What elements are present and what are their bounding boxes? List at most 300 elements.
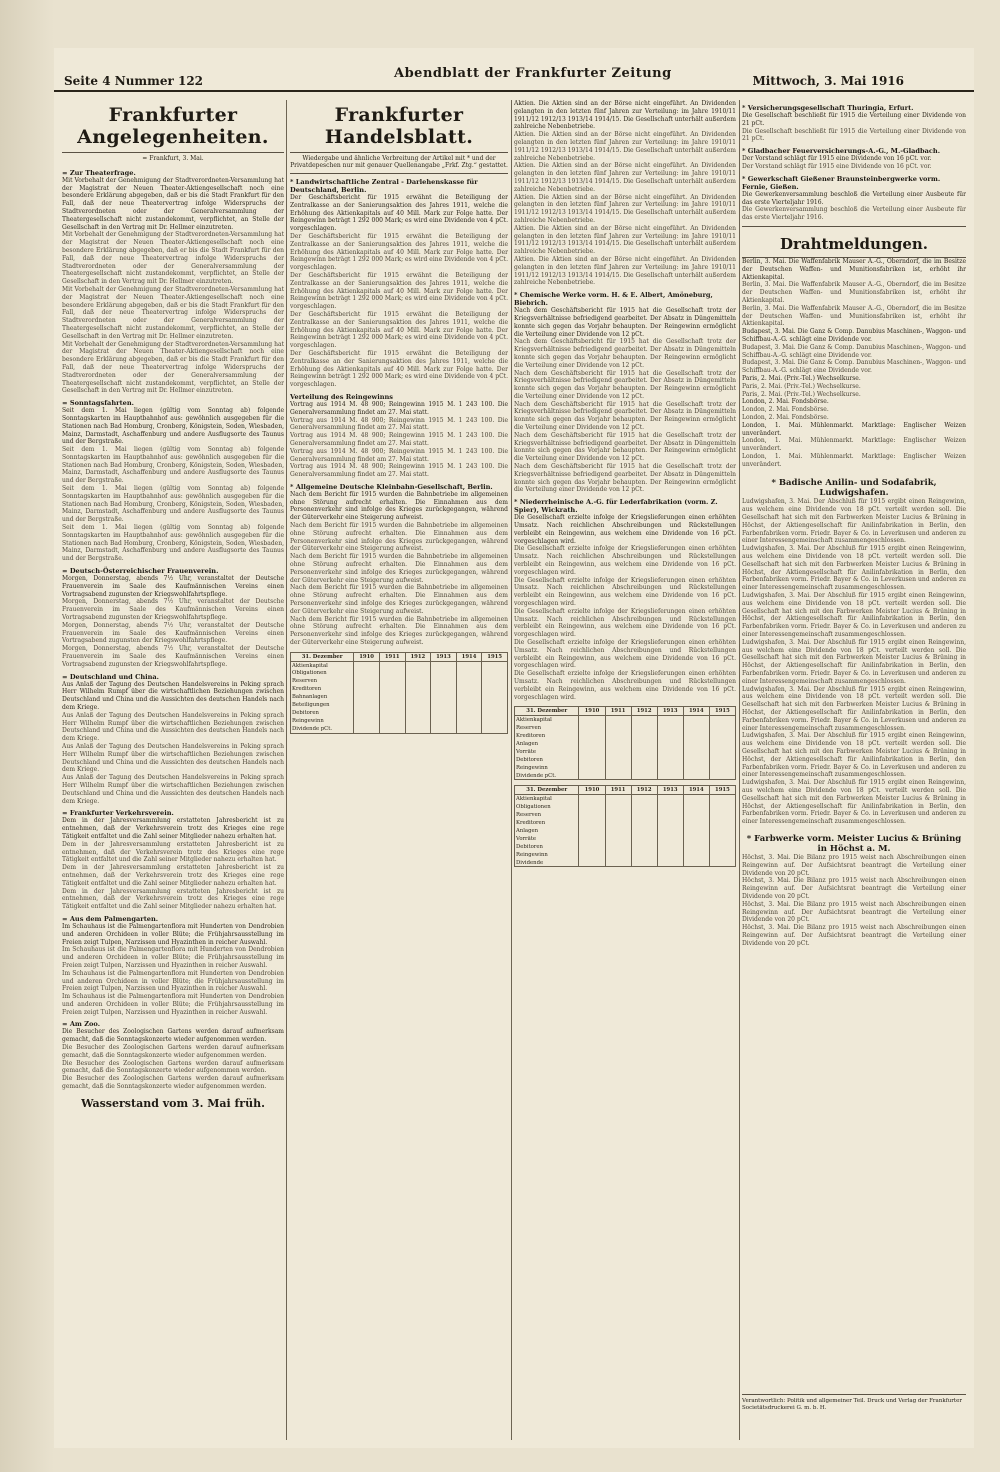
table-cell [631, 803, 657, 811]
item-body-continued: Morgen, Donnerstag, abends 7½ Uhr, veranstaltet der Deutsche Frauenverein im Saale des Kaufmännischen Vereins einen Vortragsabend zugunsten der Kriegswohlfahrtspflege. [62, 598, 284, 622]
table-header: 1913 [657, 707, 683, 716]
table-header: 1911 [379, 652, 405, 661]
item-body-continued: Der Geschäftsbericht für 1915 erwähnt die Beteiligung der Zentralkasse an der Sanierungsaktion des Jahres 1911, welche die Erhöhung des Aktienkapitals auf 40 Mill. Mark zur Folge hatte. Der Reingewinn beträgt 1 292 000 Mark; es wird eine Dividende von 4 pCt. vorgeschlagen. [290, 349, 508, 389]
table-header: 1911 [605, 786, 631, 795]
article-body-continued: Ludwigshafen, 3. Mai. Der Abschluß für 1915 ergibt einen Reingewinn, aus welchem eine Dividende von 18 pCt. verteilt werden soll. Die Gesellschaft hat sich mit den Farbwerken Meister Lucius & Brüning in Höchst, der Aktiengesellschaft für Anilinfabrikation in Berlin, den Farbenfabriken vorm. Friedr. Bayer & Co. in Leverkusen und anderen zu einer Interessengemeinschaft zusammengeschlossen. [742, 732, 966, 779]
table-cell [683, 748, 709, 756]
table-cell [354, 693, 380, 701]
table-cell [354, 677, 380, 685]
table-cell [405, 669, 431, 677]
table-cell [579, 843, 605, 851]
table-cell: Kreditoren [515, 732, 579, 740]
item-body-continued: Morgen, Donnerstag, abends 7½ Uhr, veranstaltet der Deutsche Frauenverein im Saale des Kaufmännischen Vereins einen Vortragsabend zugunsten der Kriegswohlfahrtspflege. [62, 645, 284, 668]
table-cell [605, 811, 631, 819]
item-body-continued: Dem in der Jahresversammlung erstatteten Jahresbericht ist zu entnehmen, daß der Verkehrsverein trotz des Krieges eine rege Tätigkeit entfaltet und die Zahl seiner Mitglieder nahezu erhalten hat. [62, 864, 284, 887]
table-cell [683, 859, 709, 867]
table-cell [605, 756, 631, 764]
local-news-items [62, 169, 284, 1091]
table-cell [683, 827, 709, 835]
table-cell [579, 819, 605, 827]
article-body-continued: Höchst, 3. Mai. Die Bilanz pro 1915 weist nach Abschreibungen einen Reingewinn auf. Der Aufsichtsrat beantragt die Verteilung einer Dividende von 20 pCt. [742, 924, 966, 947]
table-cell [605, 716, 631, 724]
table-cell [657, 851, 683, 859]
table-cell [431, 693, 457, 701]
table-cell: Beteiligungen [291, 701, 354, 709]
table-cell: Dividende [515, 859, 579, 867]
table-cell [482, 725, 508, 733]
table-cell [431, 709, 457, 717]
newspaper-page [54, 48, 974, 1448]
table-header: 31. Dezember [515, 786, 579, 795]
item-body-continued: Nach dem Geschäftsbericht für 1915 hat die Gesellschaft trotz der Kriegsverhältnisse befriedigend gearbeitet. Der Absatz in Düngemitteln konnte sich gegen das Vorjahr behaupten. Der Reingewinn ermöglicht die Verteilung einer Dividende von 12 pCt. [514, 369, 736, 400]
item-body-continued: Der Geschäftsbericht für 1915 erwähnt die Beteiligung der Zentralkasse an der Sanierungsaktion des Jahres 1911, welche die Erhöhung des Aktienkapitals auf 40 Mill. Mark zur Folge hatte. Der Reingewinn beträgt 1 292 000 Mark; es wird eine Dividende von 4 pCt. vorgeschlagen. [290, 232, 508, 272]
table-cell [482, 717, 508, 725]
page-edge [0, 0, 54, 1472]
item-title: = Deutsch-Österreichischer Frauenverein. [62, 567, 219, 576]
table-cell [456, 677, 482, 685]
table-cell: Reingewinn [515, 764, 579, 772]
table-cell: Reingewinn [291, 717, 354, 725]
item-title: * Versicherungsgesellschaft Thuringia, Erfurt. [742, 104, 914, 112]
table-row [515, 803, 736, 811]
table-cell [456, 661, 482, 669]
item-title: * Chemische Werke vorm. H. & E. Albert, Amöneburg, Biebrich. [514, 291, 713, 308]
item-body: Die Gesellschaft erzielte infolge der Kriegslieferungen einen erhöhten Umsatz. Nach reichlichen Abschreibungen und Rückstellungen verbleibt ein Reingewinn, aus welchem eine Dividende von 16 pCt. vorgeschlagen wird. [514, 514, 736, 545]
table-cell [431, 669, 457, 677]
item-title: * Gladbacher Feuerversicherungs-A.-G., M.-Gladbach. [742, 147, 941, 156]
table-cell: Kreditoren [515, 819, 579, 827]
item-body-continued: Der Geschäftsbericht für 1915 erwähnt die Beteiligung der Zentralkasse an der Sanierungsaktion des Jahres 1911, welche die Erhöhung des Aktienkapitals auf 40 Mill. Mark zur Folge hatte. Der Reingewinn beträgt 1 292 000 Mark; es wird eine Dividende von 4 pCt. vorgeschlagen. [290, 310, 508, 350]
table-cell [354, 685, 380, 693]
table-cell [354, 717, 380, 725]
balance-table [514, 706, 736, 780]
item-body-continued: Dem in der Jahresversammlung erstatteten Jahresbericht ist zu entnehmen, daß der Verkehrsverein trotz des Krieges eine rege Tätigkeit entfaltet und die Zahl seiner Mitglieder nahezu erhalten hat. [62, 840, 284, 864]
item-body-continued: Nach dem Geschäftsbericht für 1915 hat die Gesellschaft trotz der Kriegsverhältnisse befriedigend gearbeitet. Der Absatz in Düngemitteln konnte sich gegen das Vorjahr behaupten. Der Reingewinn ermöglicht die Verteilung einer Dividende von 12 pCt. [514, 338, 736, 369]
item-body-continued: Die Gewerkenversammlung beschloß die Verteilung einer Ausbeute für das erste Vierteljahr 1916. [742, 206, 966, 222]
item-body-continued: Budapest, 3. Mai. Die Ganz & Comp. Danubius Maschinen-, Waggon- und Schiffbau-A.-G. schlägt eine Dividende vor. [742, 359, 966, 375]
item-title: = Deutschland und China. [62, 672, 159, 681]
table-cell [631, 756, 657, 764]
table-cell: Anlagen [515, 740, 579, 748]
table-header: 1912 [631, 707, 657, 716]
table-cell [579, 795, 605, 803]
table-cell [709, 748, 735, 756]
column-commerce [290, 100, 508, 1440]
table-cell [605, 843, 631, 851]
table-row [291, 693, 508, 701]
article-body: Höchst, 3. Mai. Die Bilanz pro 1915 weist nach Abschreibungen einen Reingewinn auf. Der Aufsichtsrat beantragt die Verteilung einer Dividende von 20 pCt. [742, 853, 966, 877]
item-body-continued: Mit Vorbehalt der Genehmigung der Stadtverordneten-Versammlung hat der Magistrat der Neuen Theater-Aktiengesellschaft noch eine besondere Erklärung abgegeben, daß er bis die Stadt Frankfurt für den Fall, daß der neue Theatervertrag infolge Widerspruchs der Stadtverordneten oder der Generalversammlung der Theatergesellschaft nicht zustandekommt, verpflichtet, an Stelle der Gesellschaft in den Vertrag mit Dr. Hellmer einzutreten. [62, 340, 284, 395]
item-body-continued: Vortrag aus 1914 M. 48 900; Reingewinn 1915 M. 1 243 100. Die Generalversammlung findet am 27. Mai statt. [290, 447, 508, 463]
table-cell [605, 859, 631, 867]
item-body-continued: Morgen, Donnerstag, abends 7½ Uhr, veranstaltet der Deutsche Frauenverein im Saale des Kaufmännischen Vereins einen Vortragsabend zugunsten der Kriegswohlfahrtspflege. [62, 621, 284, 645]
table-row [515, 764, 736, 772]
table-cell [631, 795, 657, 803]
item-title: * Niederrheinische A.-G. für Lederfabrikation (vorm. Z. Spier), Wickrath. [514, 498, 718, 515]
item-body: Budapest, 3. Mai. Die Ganz & Comp. Danubius Maschinen-, Waggon- und Schiffbau-A.-G. schlägt eine Dividende vor. [742, 328, 966, 343]
table-header: 1913 [431, 652, 457, 661]
table-header: 1912 [405, 652, 431, 661]
table-cell [709, 827, 735, 835]
table-row [515, 740, 736, 748]
column-wires [742, 100, 966, 1440]
page-header [54, 62, 974, 92]
item-body-continued: Aktien. Die Aktien sind an der Börse nicht eingeführt. An Dividenden gelangten in den letzten fünf Jahren zur Verteilung: im Jahre 1910/11 1911/12 1912/13 1913/14 1914/15. Die Gesellschaft unterhält außerdem zahlreiche Nebenbetriebe. [514, 131, 736, 162]
article-body-continued: Ludwigshafen, 3. Mai. Der Abschluß für 1915 ergibt einen Reingewinn, aus welchem eine Dividende von 18 pCt. verteilt werden soll. Die Gesellschaft hat sich mit den Farbwerken Meister Lucius & Brüning in Höchst, der Aktiengesellschaft für Anilinfabrikation in Berlin, den Farbenfabriken vorm. Friedr. Bayer & Co. in Leverkusen und anderen zu einer Interessengemeinschaft zusammengeschlossen. [742, 592, 966, 639]
item-body-continued: Vortrag aus 1914 M. 48 900; Reingewinn 1915 M. 1 243 100. Die Generalversammlung findet am 27. Mai statt. [290, 416, 508, 432]
item-body: Im Schauhaus ist die Palmengartenflora mit Hunderten von Dendrobien und anderen Orchideen in voller Blüte; die Frühjahrsausstellung im Freien zeigt Tulpen, Narzissen und Hyazinthen in reicher Auswahl. [62, 922, 284, 946]
table-header: 31. Dezember [291, 652, 354, 661]
table-cell: Aktienkapital [515, 716, 579, 724]
item-body-continued: Nach dem Geschäftsbericht für 1915 hat die Gesellschaft trotz der Kriegsverhältnisse befriedigend gearbeitet. Der Absatz in Düngemitteln konnte sich gegen das Vorjahr behaupten. Der Reingewinn ermöglicht die Verteilung einer Dividende von 12 pCt. [514, 431, 736, 463]
table-cell [456, 725, 482, 733]
table-cell [683, 740, 709, 748]
dateline: = Frankfurt, 3. Mai. [142, 155, 204, 162]
table-row [515, 756, 736, 764]
table-row [291, 717, 508, 725]
table-row [515, 859, 736, 867]
table-cell [657, 819, 683, 827]
table-cell [579, 803, 605, 811]
table-header: 1910 [579, 707, 605, 716]
table-cell [405, 693, 431, 701]
table-row [515, 724, 736, 732]
item-body-continued: Die Gesellschaft erzielte infolge der Kriegslieferungen einen erhöhten Umsatz. Nach reichlichen Abschreibungen und Rückstellungen verbleibt ein Reingewinn, aus welchem eine Dividende von 16 pCt. vorgeschlagen wird. [514, 670, 736, 701]
article-body: Ludwigshafen, 3. Mai. Der Abschluß für 1915 ergibt einen Reingewinn, aus welchem eine Dividende von 18 pCt. verteilt werden soll. Die Gesellschaft hat sich mit den Farbwerken Meister Lucius & Brüning in Höchst, der Aktiengesellschaft für Anilinfabrikation in Berlin, den Farbenfabriken vorm. Friedr. Bayer & Co. in Leverkusen und anderen zu einer Interessengemeinschaft zusammengeschlossen. [742, 498, 966, 545]
table-cell [631, 764, 657, 772]
column-rule [286, 100, 287, 1440]
item-body-continued: Budapest, 3. Mai. Die Ganz & Comp. Danubius Maschinen-, Waggon- und Schiffbau-A.-G. schlägt eine Dividende vor. [742, 343, 966, 359]
table-row [515, 819, 736, 827]
table-cell [379, 693, 405, 701]
article-body-continued: Höchst, 3. Mai. Die Bilanz pro 1915 weist nach Abschreibungen einen Reingewinn auf. Der Aufsichtsrat beantragt die Verteilung einer Dividende von 20 pCt. [742, 877, 966, 900]
balance-sheet-table [290, 652, 508, 734]
item-body-continued: Nach dem Bericht für 1915 wurden die Bahnbetriebe im allgemeinen ohne Störung aufrecht erhalten. Die Einnahmen aus dem Personenverkehr sind infolge des Krieges zurückgegangen, während der Güterverkehr eine Steigerung aufweist. [290, 553, 508, 584]
table-cell: Vorräte [515, 748, 579, 756]
item-body-continued: London, 1. Mai. Mühlenmarkt. Marktlage: Englischer Weizen unverändert. [742, 437, 966, 453]
table-cell [405, 709, 431, 717]
table-cell [605, 732, 631, 740]
item-body-continued: Seit dem 1. Mai liegen (gültig vom Sonntag ab) folgende Sonntagskarten im Hauptbahnhof aus: gewöhnlich ausgegeben für die Stationen nach Bad Homburg, Cronberg, Königstein, Soden, Wiesbaden, Mainz, Darmstadt, Aschaffenburg und andere Ausflugsorte des Taunus und der Bergstraße. [62, 524, 284, 563]
item-body: Paris, 2. Mai. (Priv.-Tel.) Wechselkurse. [742, 374, 861, 382]
table-cell [579, 811, 605, 819]
table-cell [579, 851, 605, 859]
item-body-continued: Dem in der Jahresversammlung erstatteten Jahresbericht ist zu entnehmen, daß der Verkehrsverein trotz des Krieges eine rege Tätigkeit entfaltet und die Zahl seiner Mitglieder nahezu erhalten hat. [62, 887, 284, 911]
table-header: 31. Dezember [515, 707, 579, 716]
table-cell [482, 701, 508, 709]
water-level-title: Wasserstand vom 3. Mai früh. [81, 1096, 265, 1110]
table-cell [605, 740, 631, 748]
item-body: Aktien. Die Aktien sind an der Börse nicht eingeführt. An Dividenden gelangten in den letzten fünf Jahren zur Verteilung: im Jahre 1910/11 1911/12 1912/13 1913/14 1914/15. Die Gesellschaft unterhält außerdem zahlreiche Nebenbetriebe. [514, 100, 736, 131]
table-cell [579, 764, 605, 772]
item-body-continued: Aktien. Die Aktien sind an der Börse nicht eingeführt. An Dividenden gelangten in den letzten fünf Jahren zur Verteilung: im Jahre 1910/11 1911/12 1912/13 1913/14 1914/15. Die Gesellschaft unterhält außerdem zahlreiche Nebenbetriebe. [514, 224, 736, 256]
table-cell [482, 677, 508, 685]
table-cell [709, 764, 735, 772]
table-cell [354, 725, 380, 733]
item-body-continued: Aktien. Die Aktien sind an der Börse nicht eingeführt. An Dividenden gelangten in den letzten fünf Jahren zur Verteilung: im Jahre 1910/11 1911/12 1912/13 1913/14 1914/15. Die Gesellschaft unterhält außerdem zahlreiche Nebenbetriebe. [514, 193, 736, 224]
table-cell [431, 717, 457, 725]
table-cell [405, 677, 431, 685]
table-cell [631, 724, 657, 732]
table-cell [657, 756, 683, 764]
table-cell: Aktienkapital [291, 661, 354, 669]
table-cell [482, 661, 508, 669]
item-body-continued: Die Gesellschaft beschließt für 1915 die Verteilung einer Dividende von 21 pCt. [742, 127, 966, 143]
table-cell [709, 716, 735, 724]
table-cell [709, 740, 735, 748]
table-cell [379, 709, 405, 717]
balance-table [290, 652, 508, 734]
item-body-continued: Aus Anlaß der Tagung des Deutschen Handelsvereins in Peking sprach Herr Wilhelm Rumpf über die wirtschaftlichen Beziehungen zwischen Deutschland und China und die Aussichten des deutschen Handels nach dem Kriege. [62, 711, 284, 743]
table-header: 1915 [482, 652, 508, 661]
table-cell: Reingewinn [515, 851, 579, 859]
table-cell [657, 772, 683, 780]
article-body-continued: Ludwigshafen, 3. Mai. Der Abschluß für 1915 ergibt einen Reingewinn, aus welchem eine Dividende von 18 pCt. verteilt werden soll. Die Gesellschaft hat sich mit den Farbwerken Meister Lucius & Brüning in Höchst, der Aktiengesellschaft für Anilinfabrikation in Berlin, den Farbenfabriken vorm. Friedr. Bayer & Co. in Leverkusen und anderen zu einer Interessengemeinschaft zusammengeschlossen. [742, 545, 966, 592]
table-cell [431, 725, 457, 733]
table-cell [482, 669, 508, 677]
table-header: 1910 [354, 652, 380, 661]
table-cell [579, 827, 605, 835]
table-cell [605, 724, 631, 732]
item-body-continued: Mit Vorbehalt der Genehmigung der Stadtverordneten-Versammlung hat der Magistrat der Neuen Theater-Aktiengesellschaft noch eine besondere Erklärung abgegeben, daß er bis die Stadt Frankfurt für den Fall, daß der neue Theatervertrag infolge Widerspruchs der Stadtverordneten oder der Generalversammlung der Theatergesellschaft nicht zustandekommt, verpflichtet, an Stelle der Gesellschaft in den Vertrag mit Dr. Hellmer einzutreten. [62, 231, 284, 286]
table-cell [657, 803, 683, 811]
table-row [515, 748, 736, 756]
table-cell [657, 716, 683, 724]
item-body: Berlin, 3. Mai. Die Waffenfabrik Mauser A.-G., Oberndorf, die im Besitze der Deutschen Waffen- und Munitionsfabriken ist, erhöht ihr Aktienkapital. [742, 257, 966, 281]
table-cell [683, 795, 709, 803]
table-row [515, 835, 736, 843]
table-cell [354, 661, 380, 669]
column-companies [514, 100, 736, 1440]
item-body: Vortrag aus 1914 M. 48 900; Reingewinn 1915 M. 1 243 100. Die Generalversammlung findet am 27. Mai statt. [290, 400, 508, 416]
item-body-continued: Seit dem 1. Mai liegen (gültig vom Sonntag ab) folgende Sonntagskarten im Hauptbahnhof aus: gewöhnlich ausgegeben für die Stationen nach Bad Homburg, Cronberg, Königstein, Soden, Wiesbaden, Mainz, Darmstadt, Aschaffenburg und andere Ausflugsorte des Taunus und der Bergstraße. [62, 446, 284, 485]
table-cell [631, 835, 657, 843]
table-cell [657, 724, 683, 732]
issue-date: Mittwoch, 3. Mai 1916 [752, 74, 904, 88]
table-cell [379, 677, 405, 685]
table-cell [683, 843, 709, 851]
item-body-continued: London, 1. Mai. Mühlenmarkt. Marktlage: Englischer Weizen unverändert. [742, 452, 966, 468]
balance-table [514, 785, 736, 867]
table-row [291, 685, 508, 693]
newspaper-title: Abendblatt der Frankfurter Zeitung [394, 66, 672, 81]
table-cell [579, 859, 605, 867]
table-cell [683, 716, 709, 724]
table-cell [579, 732, 605, 740]
table-cell [657, 843, 683, 851]
item-title: = Am Zoo. [62, 1020, 100, 1029]
item-body-continued: Aktien. Die Aktien sind an der Börse nicht eingeführt. An Dividenden gelangten in den letzten fünf Jahren zur Verteilung: im Jahre 1910/11 1911/12 1912/13 1913/14 1914/15. Die Gesellschaft unterhält außerdem zahlreiche Nebenbetriebe. [514, 162, 736, 193]
table-cell: Debitoren [291, 709, 354, 717]
item-body-continued: Paris, 2. Mai. (Priv.-Tel.) Wechselkurse. [742, 382, 861, 390]
table-cell [657, 811, 683, 819]
table-cell [709, 819, 735, 827]
table-row [515, 811, 736, 819]
table-cell [579, 724, 605, 732]
table-header: 1912 [631, 786, 657, 795]
section-title-local: Frankfurter Angelegenheiten. [62, 100, 284, 153]
table-cell [579, 716, 605, 724]
table-cell [683, 732, 709, 740]
table-header: 1914 [683, 707, 709, 716]
table-cell: Aktienkapital [515, 795, 579, 803]
table-cell [683, 835, 709, 843]
article-title: * Badische Anilin- und Sodafabrik, Ludwigshafen. [771, 478, 937, 499]
table-row [291, 725, 508, 733]
item-body-continued: Berlin, 3. Mai. Die Waffenfabrik Mauser A.-G., Oberndorf, die im Besitze der Deutschen Waffen- und Munitionsfabriken ist, erhöht ihr Aktienkapital. [742, 304, 966, 328]
table-cell [431, 685, 457, 693]
table-cell [579, 756, 605, 764]
table-cell [631, 732, 657, 740]
item-title: * Landwirtschaftliche Zentral - Darlehenskasse für Deutschland, Berlin. [290, 178, 478, 194]
table-cell [456, 693, 482, 701]
table-row [515, 772, 736, 780]
item-body-continued: Nach dem Bericht für 1915 wurden die Bahnbetriebe im allgemeinen ohne Störung aufrecht erhalten. Die Einnahmen aus dem Personenverkehr sind infolge des Krieges zurückgegangen, während der Güterverkehr eine Steigerung aufweist. [290, 615, 508, 647]
item-body-continued: Seit dem 1. Mai liegen (gültig vom Sonntag ab) folgende Sonntagskarten im Hauptbahnhof aus: gewöhnlich ausgegeben für die Stationen nach Bad Homburg, Cronberg, Königstein, Soden, Wiesbaden, Mainz, Darmstadt, Aschaffenburg und andere Ausflugsorte des Taunus und der Bergstraße. [62, 485, 284, 524]
table-cell [605, 795, 631, 803]
table-header: 1914 [456, 652, 482, 661]
item-body-continued: Die Gesellschaft erzielte infolge der Kriegslieferungen einen erhöhten Umsatz. Nach reichlichen Abschreibungen und Rückstellungen verbleibt ein Reingewinn, aus welchem eine Dividende von 16 pCt. vorgeschlagen wird. [514, 639, 736, 670]
table-cell [709, 756, 735, 764]
table-cell [405, 717, 431, 725]
table-cell [631, 811, 657, 819]
item-body-continued: Aus Anlaß der Tagung des Deutschen Handelsvereins in Peking sprach Herr Wilhelm Rumpf über die wirtschaftlichen Beziehungen zwischen Deutschland und China und die Aussichten des deutschen Handels nach dem Kriege. [62, 742, 284, 774]
table-cell [405, 701, 431, 709]
table-cell: Vorräte [515, 835, 579, 843]
table-cell [431, 661, 457, 669]
table-cell [605, 748, 631, 756]
table-cell [579, 748, 605, 756]
item-body-continued: London, 2. Mai. Fondsbörse. [742, 413, 829, 421]
table-cell: Obligationen [515, 803, 579, 811]
table-cell [605, 835, 631, 843]
item-title: * Gewerkschaft Gießener Braunsteinbergwerke vorm. Fernie, Gießen. [742, 174, 941, 191]
table-cell [379, 717, 405, 725]
company-items [514, 100, 736, 701]
section-title-wires: Drahtmeldungen. [742, 226, 966, 258]
table-cell [631, 748, 657, 756]
item-title: = Aus dem Palmengarten. [62, 914, 159, 923]
table-cell [631, 827, 657, 835]
article-body-continued: Ludwigshafen, 3. Mai. Der Abschluß für 1915 ergibt einen Reingewinn, aus welchem eine Dividende von 18 pCt. verteilt werden soll. Die Gesellschaft hat sich mit den Farbwerken Meister Lucius & Brüning in Höchst, der Aktiengesellschaft für Anilinfabrikation in Berlin, den Farbenfabriken vorm. Friedr. Bayer & Co. in Leverkusen und anderen zu einer Interessengemeinschaft zusammengeschlossen. [742, 685, 966, 732]
table-cell: Dividende pCt. [515, 772, 579, 780]
table-cell [631, 740, 657, 748]
table-cell [657, 748, 683, 756]
table-cell [657, 827, 683, 835]
table-header: 1915 [709, 786, 735, 795]
item-title: Verteilung des Reingewinns [290, 392, 393, 401]
table-cell [709, 811, 735, 819]
table-cell [709, 732, 735, 740]
table-cell [709, 859, 735, 867]
table-cell [709, 843, 735, 851]
item-title: = Sonntagsfahrten. [62, 399, 134, 408]
table-cell [657, 740, 683, 748]
table-cell [709, 795, 735, 803]
item-body: Aus Anlaß der Tagung des Deutschen Handelsvereins in Peking sprach Herr Wilhelm Rumpf über die wirtschaftlichen Beziehungen zwischen Deutschland und China und die Aussichten des deutschen Handels nach dem Kriege. [62, 680, 284, 711]
table-header: 1910 [579, 786, 605, 795]
imprint: Verantwortlich: Politik und allgemeiner Teil. Druck und Verlag der Frankfurter Societätsdruckerei G. m. b. H. [742, 1394, 966, 1412]
table-cell [354, 669, 380, 677]
table-cell: Reserven [515, 811, 579, 819]
insurance-items [742, 104, 966, 222]
table-header: 1913 [657, 786, 683, 795]
table-cell [683, 851, 709, 859]
item-title: * Allgemeine Deutsche Kleinbahn-Gesellschaft, Berlin. [290, 482, 493, 491]
table-cell [354, 701, 380, 709]
item-body: Der Geschäftsbericht für 1915 erwähnt die Beteiligung der Zentralkasse an der Sanierungsaktion des Jahres 1911, welche die Erhöhung des Aktienkapitals auf 40 Mill. Mark zur Folge hatte. Der Reingewinn beträgt 1 292 000 Mark; es wird eine Dividende von 4 pCt. vorgeschlagen. [290, 194, 508, 233]
table-cell [354, 709, 380, 717]
balance-sheet-table [514, 785, 736, 867]
item-body-continued: Vortrag aus 1914 M. 48 900; Reingewinn 1915 M. 1 243 100. Die Generalversammlung findet am 27. Mai statt. [290, 432, 508, 447]
item-body: Die Gewerkenversammlung beschloß die Verteilung einer Ausbeute für das erste Vierteljahr 1916. [742, 190, 966, 206]
article-body-continued: Ludwigshafen, 3. Mai. Der Abschluß für 1915 ergibt einen Reingewinn, aus welchem eine Dividende von 18 pCt. verteilt werden soll. Die Gesellschaft hat sich mit den Farbwerken Meister Lucius & Brüning in Höchst, der Aktiengesellschaft für Anilinfabrikation in Berlin, den Farbenfabriken vorm. Friedr. Bayer & Co. in Leverkusen und anderen zu einer Interessengemeinschaft zusammengeschlossen. [742, 779, 966, 826]
item-body-continued: Die Besucher des Zoologischen Gartens werden darauf aufmerksam gemacht, daß die Sonntagskonzerte wieder aufgenommen werden. [62, 1075, 284, 1091]
item-body-continued: Die Besucher des Zoologischen Gartens werden darauf aufmerksam gemacht, daß die Sonntagskonzerte wieder aufgenommen werden. [62, 1044, 284, 1059]
table-cell [605, 819, 631, 827]
table-cell [709, 835, 735, 843]
page-number: Seite 4 Nummer 122 [64, 74, 204, 88]
item-body-continued: Nach dem Geschäftsbericht für 1915 hat die Gesellschaft trotz der Kriegsverhältnisse befriedigend gearbeitet. Der Absatz in Düngemitteln konnte sich gegen das Vorjahr behaupten. Der Reingewinn ermöglicht die Verteilung einer Dividende von 12 pCt. [514, 463, 736, 494]
item-body-continued: Im Schauhaus ist die Palmengartenflora mit Hunderten von Dendrobien und anderen Orchideen in voller Blüte; die Frühjahrsausstellung im Freien zeigt Tulpen, Narzissen und Hyazinthen in reicher Auswahl. [62, 969, 284, 993]
item-body-continued: London, 2. Mai. Fondsbörse. [742, 406, 829, 414]
table-cell [379, 725, 405, 733]
item-body-continued: Nach dem Bericht für 1915 wurden die Bahnbetriebe im allgemeinen ohne Störung aufrecht erhalten. Die Einnahmen aus dem Personenverkehr sind infolge des Krieges zurückgegangen, während der Güterverkehr eine Steigerung aufweist. [290, 584, 508, 615]
table-cell [631, 859, 657, 867]
table-cell [657, 764, 683, 772]
table-cell [605, 851, 631, 859]
item-body-continued: Der Vorstand schlägt für 1915 eine Dividende von 16 pCt. vor. [742, 162, 932, 170]
item-body-continued: Der Geschäftsbericht für 1915 erwähnt die Beteiligung der Zentralkasse an der Sanierungsaktion des Jahres 1911, welche die Erhöhung des Aktienkapitals auf 40 Mill. Mark zur Folge hatte. Der Reingewinn beträgt 1 292 000 Mark; es wird eine Dividende von 4 pCt. vorgeschlagen. [290, 271, 508, 311]
table-row [515, 843, 736, 851]
table-cell [683, 803, 709, 811]
table-cell [631, 716, 657, 724]
table-cell [683, 819, 709, 827]
item-body: Dem in der Jahresversammlung erstatteten Jahresbericht ist zu entnehmen, daß der Verkehrsverein trotz des Krieges eine rege Tätigkeit entfaltet und die Zahl seiner Mitglieder nahezu erhalten hat. [62, 817, 284, 840]
item-body-continued: Vortrag aus 1914 M. 48 900; Reingewinn 1915 M. 1 243 100. Die Generalversammlung findet am 27. Mai statt. [290, 463, 508, 479]
item-body: Nach dem Bericht für 1915 wurden die Bahnbetriebe im allgemeinen ohne Störung aufrecht erhalten. Die Einnahmen aus dem Personenverkehr sind infolge des Krieges zurückgegangen, während der Güterverkehr eine Steigerung aufweist. [290, 490, 508, 522]
table-row [515, 732, 736, 740]
table-cell [456, 669, 482, 677]
table-cell [456, 709, 482, 717]
item-body: Nach dem Geschäftsbericht für 1915 hat die Gesellschaft trotz der Kriegsverhältnisse befriedigend gearbeitet. Der Absatz in Düngemitteln konnte sich gegen das Vorjahr behaupten. Der Reingewinn ermöglicht die Verteilung einer Dividende von 12 pCt. [514, 307, 736, 338]
item-body-continued: Mit Vorbehalt der Genehmigung der Stadtverordneten-Versammlung hat der Magistrat der Neuen Theater-Aktiengesellschaft noch eine besondere Erklärung abgegeben, daß er bis die Stadt Frankfurt für den Fall, daß der neue Theatervertrag infolge Widerspruchs der Stadtverordneten oder der Generalversammlung der Theatergesellschaft nicht zustandekommt, verpflichtet, an Stelle der Gesellschaft in den Vertrag mit Dr. Hellmer einzutreten. [62, 285, 284, 340]
article-body-continued: Ludwigshafen, 3. Mai. Der Abschluß für 1915 ergibt einen Reingewinn, aus welchem eine Dividende von 18 pCt. verteilt werden soll. Die Gesellschaft hat sich mit den Farbwerken Meister Lucius & Brüning in Höchst, der Aktiengesellschaft für Anilinfabrikation in Berlin, den Farbenfabriken vorm. Friedr. Bayer & Co. in Leverkusen und anderen zu einer Interessengemeinschaft zusammengeschlossen. [742, 638, 966, 685]
column-local-news [62, 100, 284, 1440]
table-cell [379, 661, 405, 669]
item-title: = Zur Theaterfrage. [62, 168, 136, 177]
table-row [515, 851, 736, 859]
table-cell: Obligationen [291, 669, 354, 677]
table-row [291, 701, 508, 709]
item-body-continued: Aus Anlaß der Tagung des Deutschen Handelsvereins in Peking sprach Herr Wilhelm Rumpf über die wirtschaftlichen Beziehungen zwischen Deutschland und China und die Aussichten des deutschen Handels nach dem Kriege. [62, 774, 284, 805]
table-header: 1914 [683, 786, 709, 795]
table-cell: Debitoren [515, 756, 579, 764]
table-cell [657, 859, 683, 867]
table-cell [379, 669, 405, 677]
table-cell [379, 685, 405, 693]
table-cell [631, 772, 657, 780]
table-cell [405, 661, 431, 669]
table-cell [631, 843, 657, 851]
table-cell [605, 827, 631, 835]
item-body-continued: Nach dem Bericht für 1915 wurden die Bahnbetriebe im allgemeinen ohne Störung aufrecht erhalten. Die Einnahmen aus dem Personenverkehr sind infolge des Krieges zurückgegangen, während der Güterverkehr eine Steigerung aufweist. [290, 522, 508, 553]
column-rule [739, 100, 740, 1440]
item-body: Die Besucher des Zoologischen Gartens werden darauf aufmerksam gemacht, daß die Sonntagskonzerte wieder aufgenommen werden. [62, 1028, 284, 1044]
item-body-continued: Die Gesellschaft erzielte infolge der Kriegslieferungen einen erhöhten Umsatz. Nach reichlichen Abschreibungen und Rückstellungen verbleibt ein Reingewinn, aus welchem eine Dividende von 16 pCt. vorgeschlagen wird. [514, 545, 736, 576]
table-cell: Kreditoren [291, 685, 354, 693]
section-title-commerce: Frankfurter Handelsblatt. [290, 100, 508, 153]
